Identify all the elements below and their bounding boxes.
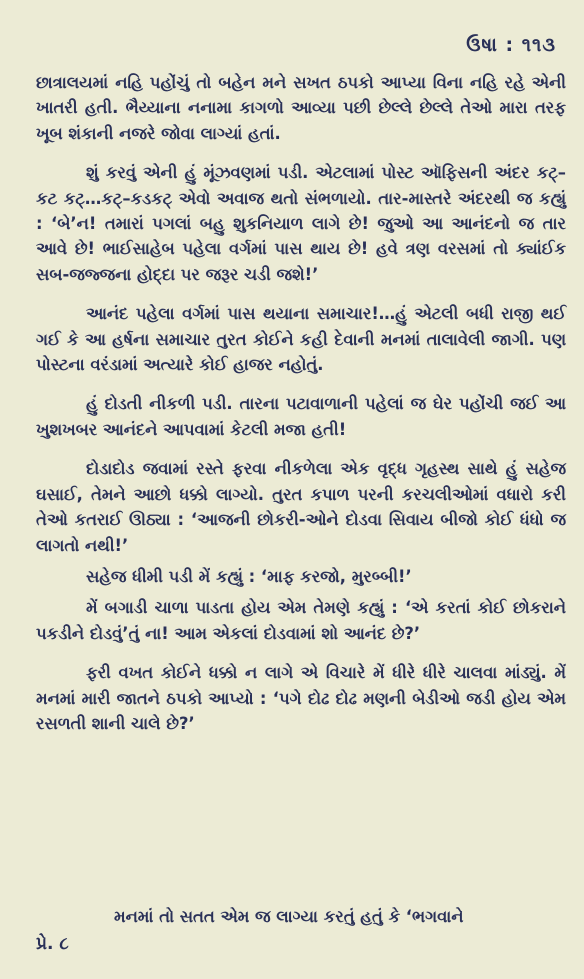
paragraph-5: દોડાદોડ જવામાં રસ્તે ફરવા નીકળેલા એક વૃદ્ધ ગૃહસ્થ સાથે હું સહેજ ઘસાઈ, તેમને આછો ધક્કો લાગ્યો. તુરત કપાળ પરની કરચલીઓમાં વધારો કરી તેઓ કતરાઈ ઊઠ્યા : ‘આજની છોકરી-ઓને દોડવા સિવાય બીજો કોઈ ધંધો જ લાગતો નથી!’ (36, 459, 566, 555)
paragraph-8: ફરી વખત કોઈને ધક્કો ન લાગે એ વિચારે મેં ધીરે ધીરે ચાલવા માંડ્યું. મેં મનમાં મારી જાતને ઠપકો આપ્યો : ‘પગે દોઢ દોઢ મણની બેડીઓ જડી હોય એમ રસળતી શાની ચાલે છે?’ (36, 663, 566, 733)
paragraph-6: સહેજ ધીમી પડી મેં કહ્યું : ‘માફ કરજો, મુરબ્બી!’ (86, 566, 412, 586)
paragraph-9: મનમાં તો સતત એમ જ લાગ્યા કરતું હતું કે ‘ભગવાને (114, 907, 464, 926)
paragraph-1: છાત્રાલયમાં નહિ પહોંચું તો બહેન મને સખત ઠપકો આપ્યા વિના નહિ રહે એની ખાતરી હતી. ભૈય્યાના નનામા કાગળો આવ્યા પછી છેલ્લે છેલ્લે તેઓ મારા તરફ ખૂબ શંકાની નજરે જોવા લાગ્યાં હતાં. (36, 73, 566, 143)
paragraph-4: હું દોડતી નીકળી પડી. તારના પટાવાળાની પહેલાં જ ઘેર પહોંચી જઈ આ ખુશખબર આનંદને આપવામાં કેટલી મજા હતી! (36, 394, 566, 439)
paragraph-7: મેં બગાડી ચાળા પાડતા હોય એમ તેમણે કહ્યું : ‘એ કરતાં કોઈ છોકરાને પકડીને દોડવું’તું ના! આમ એકલાં દોડવામાં શો આનંદ છે?’ (36, 598, 566, 643)
body-text (36, 70, 566, 742)
signature-mark: પ્રે. ૮ (36, 934, 69, 954)
paragraph-3: આનંદ પહેલા વર્ગમાં પાસ થયાના સમાચાર!…હું એટલી બધી રાજી થઈ ગઈ કે આ હર્ષના સમાચાર તુરત કોઈને કહી દેવાની મનમાં તાલાવેલી જાગી. પણ પોસ્ટના વરંડામાં અત્યારે કોઈ હાજર નહોતું. (36, 304, 566, 375)
paragraph-2: શું કરવું એની હું મૂંઝવણમાં પડી. એટલામાં પોસ્ટ ઑફિસની અંદર કટ્–કટ કટ્…કટ્–કડકટ્ એવો અવાજ થતો સંભળાયો. તાર-માસ્તરે અંદરથી જ કહ્યું : ‘બે’ન! તમારાં પગલાં બહુ શુકનિયાળ લાગે છે! જુઓ આ આનંદનો જ તાર આવે છે! ભાઈસાહેબ પહેલા વર્ગમાં પાસ થાય છે! હવે ત્રણ વરસમાં તો ક્યાંઈક સબ-જજ્જના હોદ્દા પર જરૂર ચડી જશે!’ (36, 163, 566, 284)
page-number-header: ઉષા : ૧૧૩ (466, 34, 556, 56)
